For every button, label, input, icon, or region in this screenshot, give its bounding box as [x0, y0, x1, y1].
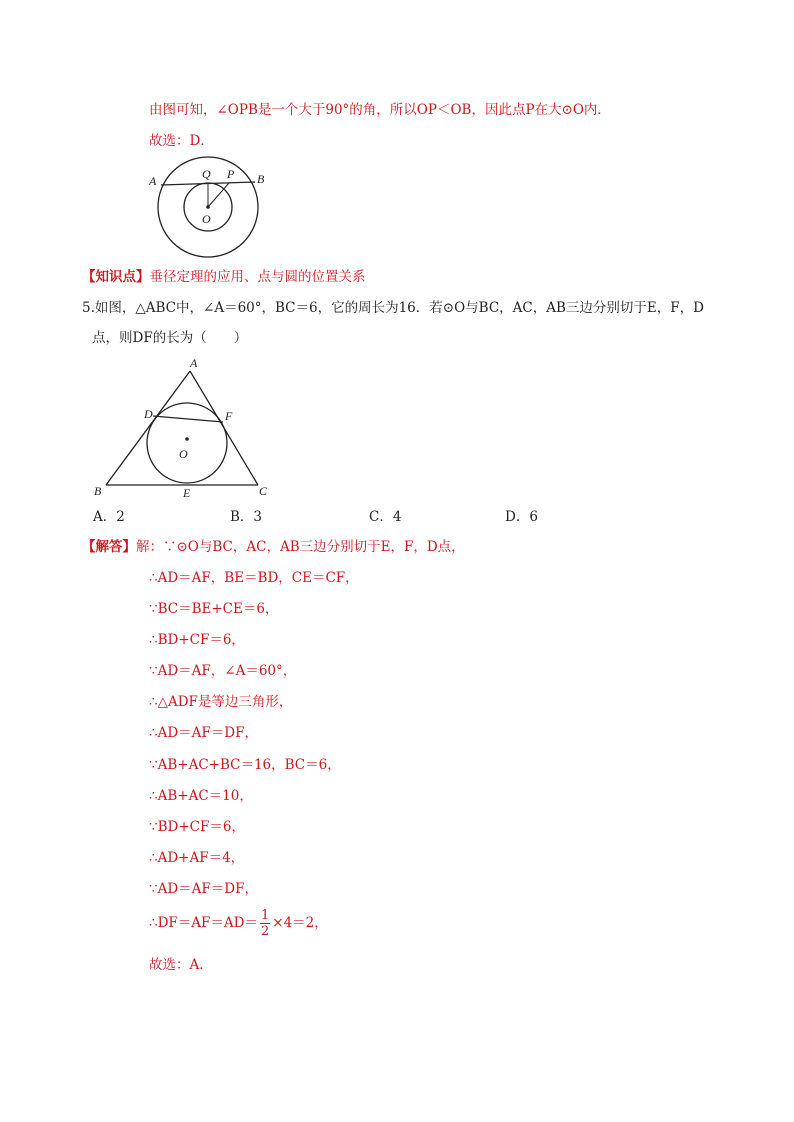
fig1-label-o: O: [202, 212, 211, 226]
fig2-label-a: A: [190, 356, 198, 370]
figure-concentric-circles: [140, 155, 280, 265]
solution-step: ∴AD+AF＝4，: [149, 850, 245, 866]
fig1-label-a: A: [149, 174, 157, 188]
solution-final-step: [149, 908, 328, 939]
solution-answer: 故选：A．: [149, 957, 213, 973]
fraction-one-half: [260, 908, 270, 939]
final-step-prefix: ∴DF＝AF＝AD＝: [149, 915, 258, 931]
fig2-label-b: B: [94, 484, 102, 498]
figure-triangle-incircle: [88, 352, 278, 507]
question-line-2: 点，则DF的长为（ ）: [92, 330, 248, 346]
knowledge-point: [82, 268, 366, 286]
fig1-label-q: Q: [202, 167, 211, 181]
prev-solution-line-1: 由图可知，∠OPB是一个大于90°的角，所以OP＜OB，因此点P在大⊙O内．: [149, 102, 611, 118]
fig2-label-f: F: [225, 409, 233, 423]
knowledge-tag: 【知识点】: [82, 269, 150, 285]
fig2-label-o: O: [179, 447, 188, 461]
final-step-suffix: ×4＝2，: [272, 915, 328, 931]
option-d: D．6: [505, 509, 538, 525]
option-b: B．3: [230, 509, 263, 525]
fraction-numerator: 1: [260, 908, 270, 923]
option-c: C．4: [369, 509, 402, 525]
solution-step: ∵AB+AC+BC＝16，BC＝6，: [149, 757, 341, 773]
solution-step: ∵AD＝AF，∠A＝60°，: [149, 663, 297, 679]
question-line-1: 5.如图，△ABC中，∠A＝60°，BC＝6，它的周长为16．若⊙O与BC，AC，AB三边分别切于E，F，D: [82, 300, 704, 316]
fig1-label-b: B: [257, 172, 265, 186]
solution-step: ∵BC＝BE+CE＝6，: [149, 601, 279, 617]
fig2-label-e: E: [183, 486, 191, 500]
solution-step: ∴BD+CF＝6，: [149, 632, 245, 648]
solution-step: ∴△ADF是等边三角形，: [149, 694, 293, 710]
solution-step: ∴AD＝AF＝DF，: [149, 725, 258, 741]
prev-solution-line-2: 故选：D．: [149, 133, 214, 149]
knowledge-text: 垂径定理的应用、点与圆的位置关系: [149, 269, 366, 285]
solution-intro: [82, 538, 465, 556]
solution-step: ∵AD＝AF＝DF，: [149, 881, 258, 897]
solution-step: ∴AD＝AF，BE＝BD，CE＝CF，: [149, 570, 359, 586]
fraction-denominator: 2: [260, 924, 270, 939]
option-a: A．2: [93, 509, 125, 525]
fig1-label-p: P: [227, 167, 235, 181]
solution-step: ∵BD+CF＝6，: [149, 819, 245, 835]
solution-tag: 【解答】: [82, 539, 136, 555]
fig2-label-d: D: [144, 407, 153, 421]
solution-step: ∴AB+AC＝10，: [149, 788, 253, 804]
solution-intro-text: 解：∵⊙O与BC，AC，AB三边分别切于E，F，D点，: [136, 539, 465, 555]
fig2-label-c: C: [259, 484, 268, 498]
